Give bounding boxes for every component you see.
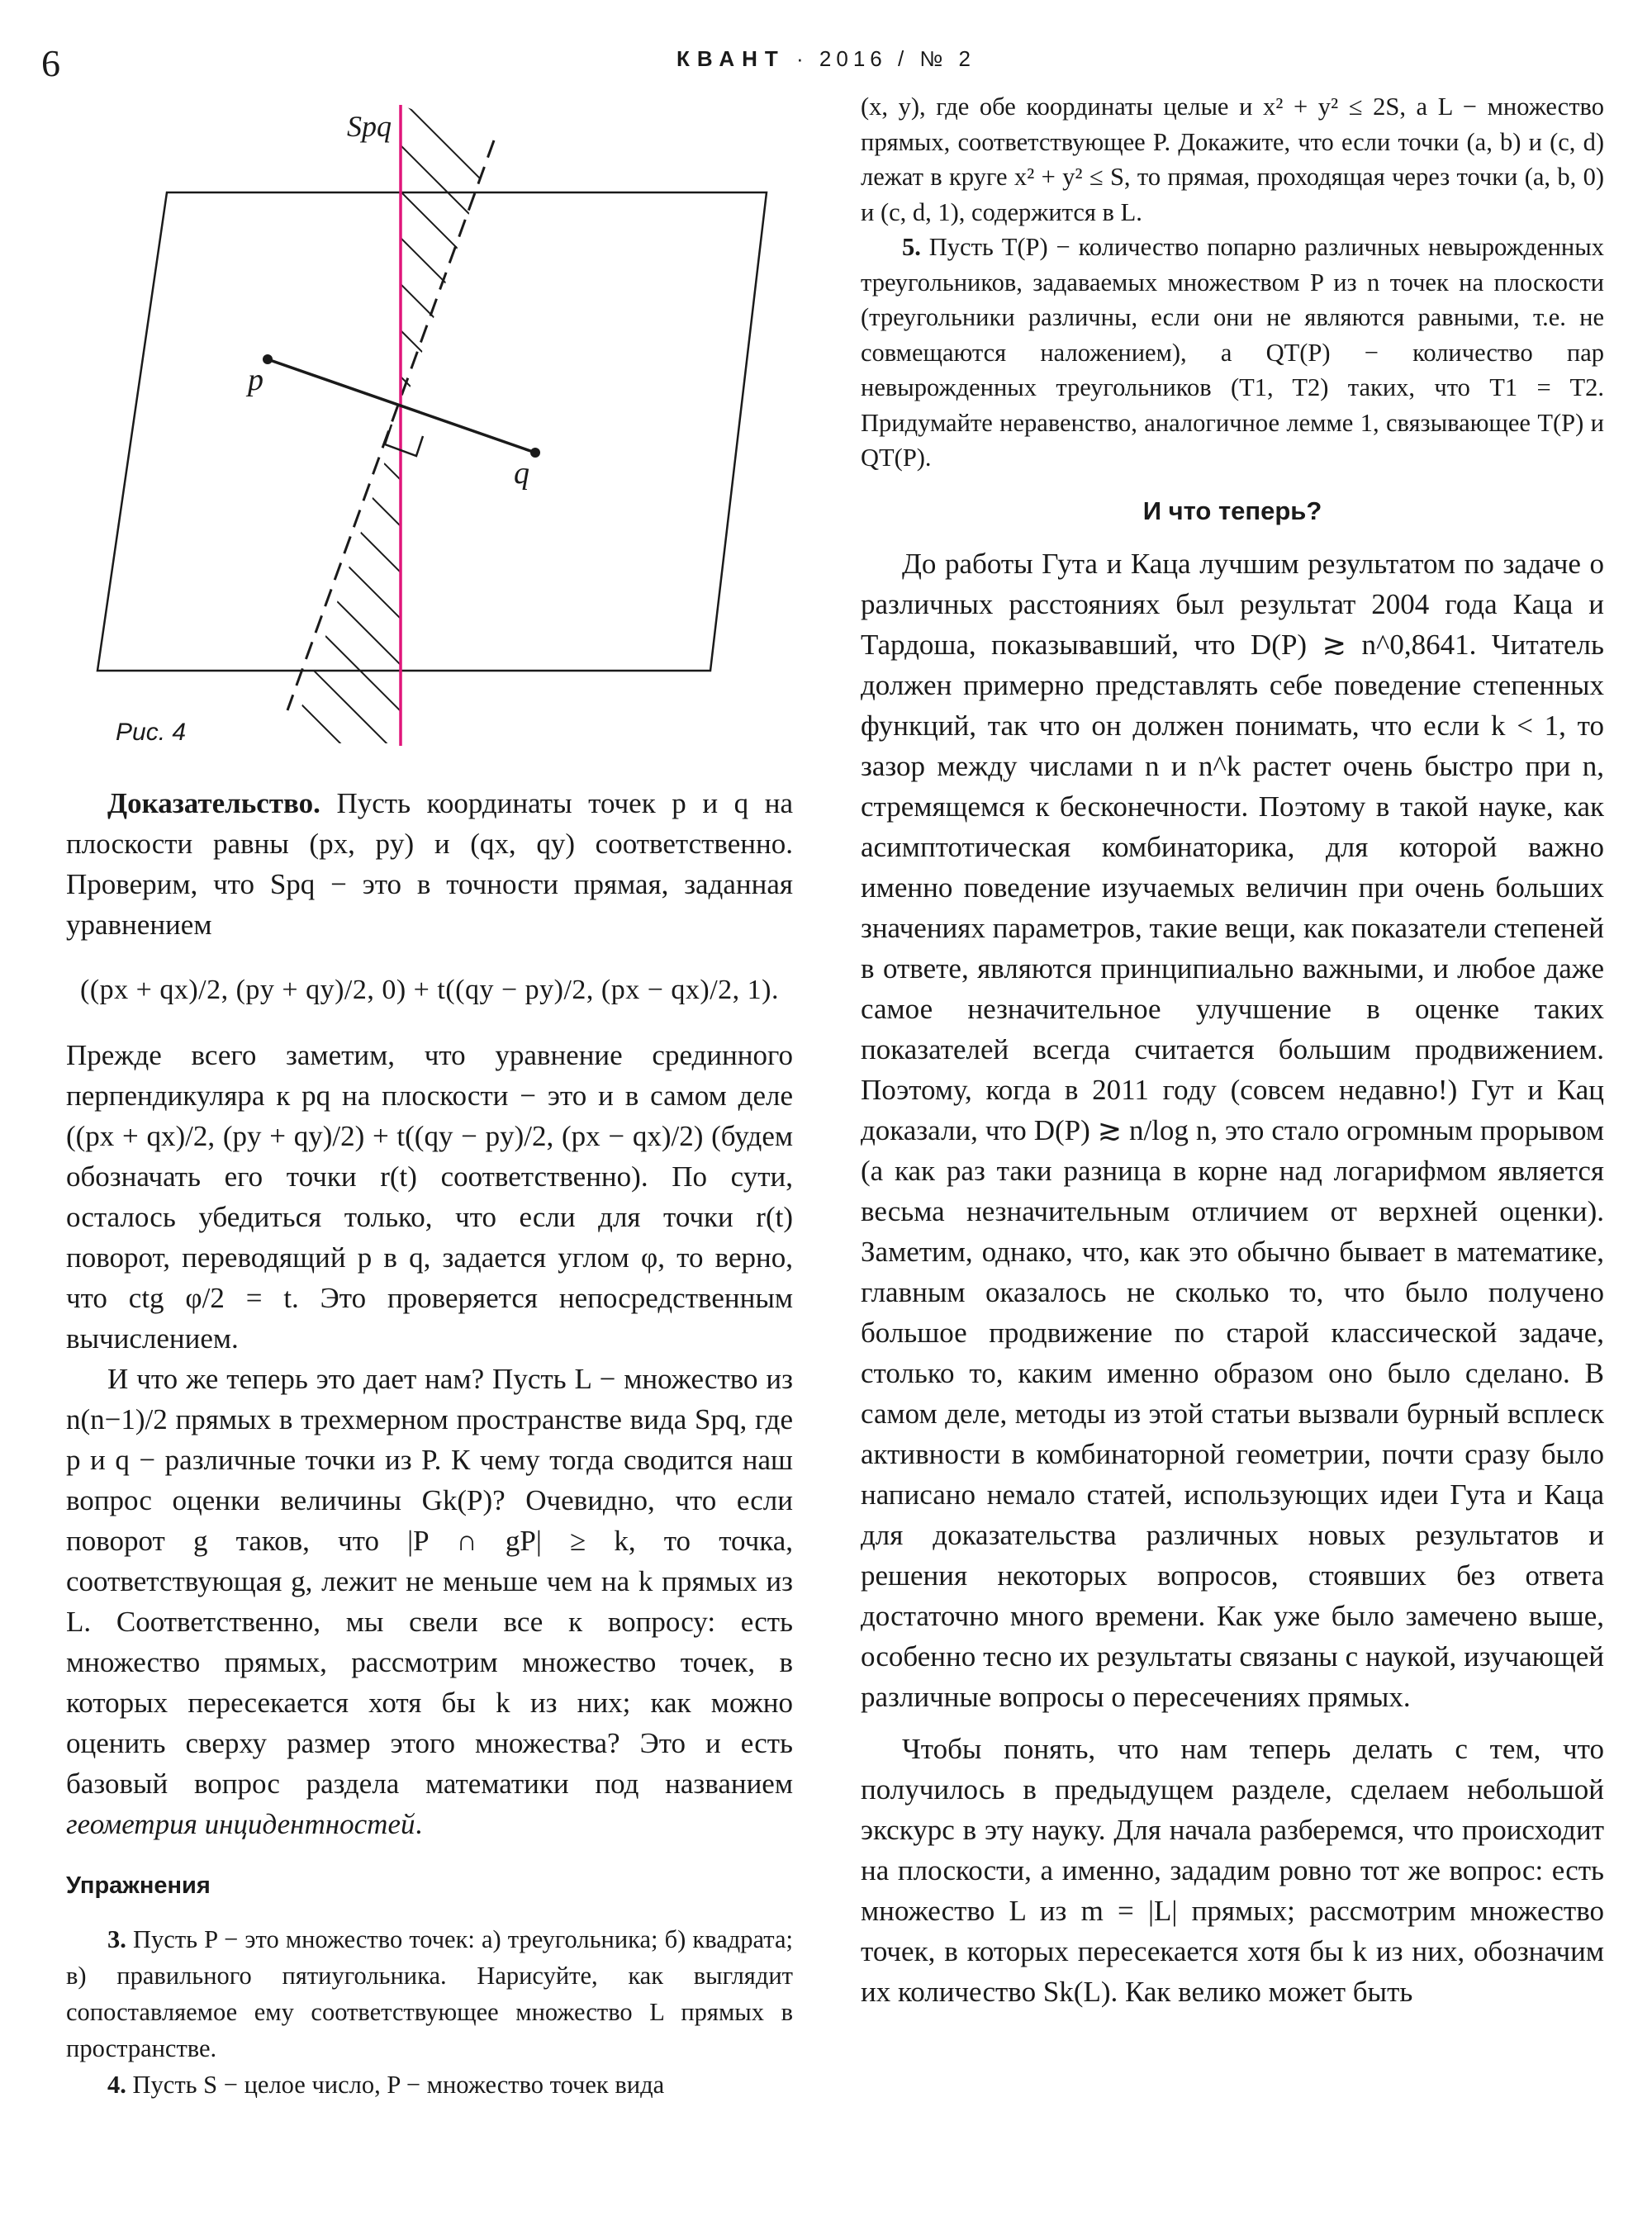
exercise-5 [861,230,1604,476]
point-p [263,354,273,364]
hatching [297,99,512,760]
exercise-3-number: 3. [107,1925,126,1953]
exercise-5-text: Пусть T(P) − количество попарно различных невырожденных треугольников, задаваемых множеством P из n точек на плоскости (треугольники различны, если они не являются равными, т.е. не совмещаются наложением), а QT(P) − количество пар невырожденных треугольников (T1, T2) таких, что T1 = T2. Придумайте неравенство, аналогичное лемме 1, связывающее T(P) и QT(P). [861,233,1605,472]
plane-outline [97,192,767,671]
issue-info: · 2016 / № 2 [796,46,976,71]
label-spq: Spq [347,110,392,143]
exercise-3-text: Пусть P − это множество точек: а) треугольника; б) квадрата; в) правильного пятиугольника. Нарисуйте, как выглядит сопоставляемое ему соответствующее множество L прямых в пространстве. [66,1925,794,2062]
paragraph-2 [66,1359,793,1844]
figure-4 [66,91,793,760]
point-q [530,448,540,458]
exercise-4-text: Пусть S − целое число, P − множество точек вида [132,2071,665,2099]
exercise-4-number: 4. [107,2071,126,2099]
left-column [66,783,793,2103]
formula-line: ((px + qx)/2, (py + qy)/2, 0) + t((qy − py)/2, (px − qx)/2, 1). [80,975,779,1005]
section-paragraph-1: До работы Гута и Каца лучшим результатом по задаче о различных расстояниях был результат 2004 года Каца и Тардоша, показывавший, что D(P) ≳ n^0,8641. Читатель должен примерно представлять себе поведение степенных функций, так что он должен понимать, что если k < 1, то зазор между числами n и n^k растет очень быстро при n, стремящемся к бесконечности. Поэтому в такой науке, как асимптотическая комбинаторика, для которой важно именно поведение изучаемых величин при очень больших значениях параметров, такие вещи, как показатели степеней в ответе, являются принципиально важными, и любое даже самое незначительное улучшение в оценке таких показателей всегда считается большим продвижением. Поэтому, когда в 2011 году (совсем недавно!) Гут и Кац доказали, что D(P) ≳ n/log n, это стало огромным прорывом (а как раз таки разница в корне над логарифмом является весьма незначительным отличием от верхней оценки). Заметим, однако, что, как это обычно бывает в математике, главным оказалось не сколько то, что было получено большое продвижение по старой классической задаче, столько то, каким именно образом оно было сделано. В самом деле, методы из этой статьи вызвали бурный всплеск активности в комбинаторной геометрии, почти сразу было написано немало статей, использующих идеи Гута и Каца для доказательства различных новых результатов и решения некоторых вопросов, стоявших без ответа достаточно много времени. Как уже было замечено выше, особенно тесно их результаты связаны с наукой, изучающей различные вопросы о пересечениях прямых. [861,548,1604,1713]
proof-text-2: Прежде всего заметим, что уравнение срединного перпендикуляра к pq на плоскости − это и в самом деле ((px + qx)/2, (py + qy)/2) + t((qy − py)/2, (px − qx)/2) (будем обозначать его точки r(t) соответственно). По сути, осталось убедиться только, что если для точки r(t) поворот, переводящий p в q, задается углом φ, то верно, что ctg φ/2 = t. Это проверяется непосредственным вычислением. [66,1039,793,1355]
exercises-heading: Упражнения [66,1872,211,1899]
label-p: p [248,363,263,397]
proof-text-1: Пусть координаты точек p и q на плоскости равны (px, py) и (qx, qy) соответственно. Проверим, что Spq − это в точности прямая, заданная уравнением [66,787,794,941]
exercise-4-continued: (x, y), где обе координаты целые и x² + y² ≤ 2S, а L − множество прямых, соответствующее P. Докажите, что если точки (a, b) и (c, d) лежат в круге x² + y² ≤ S, то прямая, проходящая через точки (a, b, 0) и (c, d, 1), содержится в L. [861,93,1604,226]
right-column [861,89,1604,2012]
section-title: И что теперь? [1142,496,1322,525]
exercise-5-number: 5. [902,233,921,261]
label-q: q [514,456,529,491]
paragraph-2-text: И что же теперь это дает нам? Пусть L − множество из n(n−1)/2 прямых в трехмерном пространстве вида Spq, где p и q − различные точки из P. К чему тогда сводится наш вопрос оценки величины Gk(P)? Очевидно, что если поворот g таков, что |P ∩ gP| ≥ k, то точка, соответствующая g, лежит не меньше чем на k прямых из L. Соответственно, мы свели все к вопросу: есть множество прямых, рассмотрим множество точек, в которых пересекается хотя бы k из них; как можно оценить сверху размер этого множества? Это и есть базовый вопрос раздела математики под названием [66,1363,793,1800]
right-angle-mark [385,425,423,456]
paragraph-2-end: . [415,1808,423,1840]
journal-name: КВАНТ [676,46,786,71]
exercise-4 [66,2067,793,2103]
proof-title: Доказательство. [107,787,320,819]
page-number: 6 [41,42,60,84]
running-header [0,46,1652,72]
section-paragraph-2: Чтобы понять, что нам теперь делать с тем, что получилось в предыдущем разделе, сделаем небольшой экскурс в эту науку. Для начала разберемся, что происходит на плоскости, а именно, зададим ровно тот же вопрос: есть множество L из m = |L| прямых; рассмотрим множество точек, в которых пересекается хотя бы k из них, обозначим их количество Sk(L). Как велико может быть [861,1733,1604,2008]
incidence-geometry-term: геометрия инцидентностей [66,1808,415,1840]
proof-paragraph [66,783,793,945]
figure-caption: Рис. 4 [116,719,187,746]
exercise-3 [66,1921,793,2067]
